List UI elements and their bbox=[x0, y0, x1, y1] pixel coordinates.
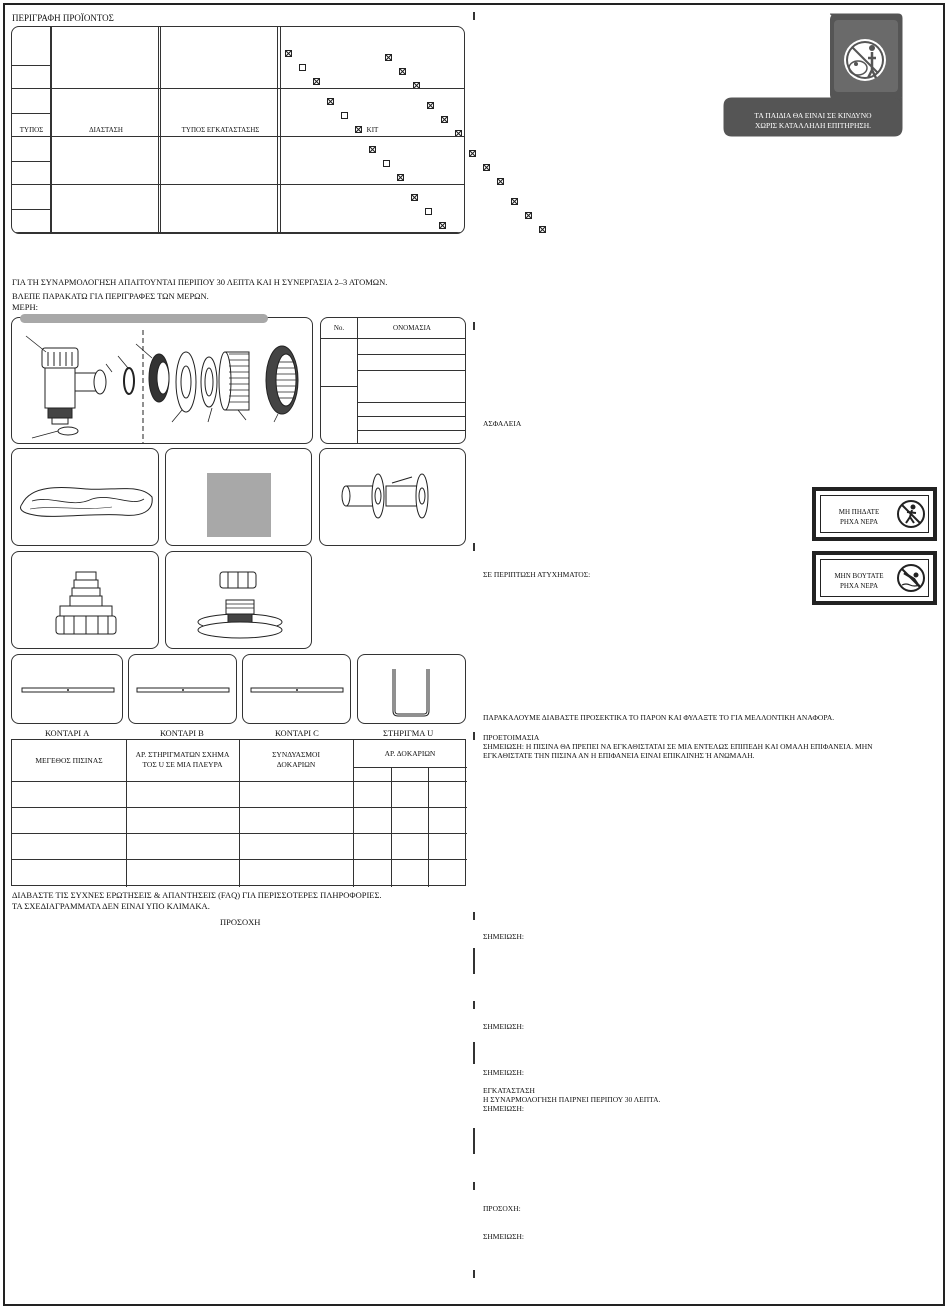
u-support-box bbox=[357, 654, 466, 724]
no-jump-icon bbox=[896, 499, 926, 529]
u-support-drawing bbox=[358, 655, 467, 725]
kit-checkbox[interactable] bbox=[483, 164, 490, 171]
u-support-label: ΣΤΗΡΙΓΜΑ U bbox=[383, 728, 434, 738]
parts-label: ΜΕΡΗ: bbox=[12, 302, 38, 312]
rod-c-label: ΚΟΝΤΑΡΙ C bbox=[275, 728, 319, 738]
note-label: ΣΗΜΕΙΩΣΗ: bbox=[483, 1232, 524, 1241]
warning-line-1: ΤΑ ΠΑΙΔΙΑ ΘΑ ΕΙΝΑΙ ΣΕ ΚΙΝΔΥΝΟ bbox=[754, 111, 872, 120]
sign2-line2: ΡΗΧΑ ΝΕΡΑ bbox=[839, 582, 879, 590]
scale-note: ΤΑ ΣΧΕΔΙΑΓΡΑΜΜΑΤΑ ΔΕΝ ΕΙΝΑΙ ΥΠΟ ΚΛΙΜΑΚΑ. bbox=[12, 901, 210, 911]
kit-checkbox[interactable] bbox=[285, 50, 292, 57]
kit-checkbox[interactable] bbox=[369, 146, 376, 153]
drain-plug-drawing bbox=[166, 552, 313, 650]
rod-a-label: ΚΟΝΤΑΡΙ A bbox=[45, 728, 90, 738]
size-col-combos-line2: ΔΟΚΑΡΙΩΝ bbox=[276, 760, 316, 769]
install-time-note: Η ΣΥΝΑΡΜΟΛΟΓΗΣΗ ΠΑΙΡΝΕΙ ΠΕΡΙΠΟΥ 30 ΛΕΠΤΑ. bbox=[483, 1095, 661, 1104]
kit-checkbox[interactable] bbox=[411, 194, 418, 201]
faq-note: ΔΙΑΒΑΣΤΕ ΤΙΣ ΣΥΧΝΕΣ ΕΡΩΤΗΣΕΙΣ & ΑΠΑΝΤΗΣΕΙΣ (FAQ) ΓΙΑ ΠΕΡΙΣΣΟΤΕΡΕΣ ΠΛΗΡΟΦΟΡΙΕΣ. bbox=[12, 890, 382, 900]
parts-no-cell bbox=[321, 338, 358, 387]
kit-checkbox[interactable] bbox=[511, 198, 518, 205]
size-col-combos-line1: ΣΥΝΔΥΑΣΜΟΙ bbox=[272, 750, 320, 759]
note-label: ΣΗΜΕΙΩΣΗ: bbox=[483, 1022, 524, 1031]
preparation-heading: ΠΡΟΕΤΟΙΜΑΣΙΑ bbox=[483, 733, 540, 742]
kit-checkbox[interactable] bbox=[355, 126, 362, 133]
size-col-beams: ΑΡ. ΔΟΚΑΡΙΩΝ bbox=[384, 749, 436, 758]
part-adapter-box bbox=[11, 551, 159, 649]
parts-no-cell bbox=[321, 386, 358, 444]
page-title: ΠΕΡΙΓΡΑΦΗ ΠΡΟΪΟΝΤΟΣ bbox=[12, 13, 114, 23]
kit-checkbox[interactable] bbox=[425, 208, 432, 215]
assembly-note: ΓΙΑ ΤΗ ΣΥΝΑΡΜΟΛΟΓΗΣΗ ΑΠΑΙΤΟΥΝΤΑΙ ΠΕΡΙΠΟΥ 30 ΛΕΠΤΑ ΚΑΙ Η ΣΥΝΕΡΓΑΣΙΑ 2–3 ΑΤΟΜΩΝ. bbox=[12, 277, 388, 287]
col-header-install-type: ΤΥΠΟΣ ΕΓΚΑΤΑΣΤΑΣΗΣ bbox=[161, 27, 281, 233]
rod-b-drawing bbox=[129, 655, 238, 725]
safety-heading: ΑΣΦΑΛΕΙΑ bbox=[483, 419, 522, 428]
size-col-u-supports-line2: ΤΟΣ U ΣΕ ΜΙΑ ΠΛΕΥΡΑ bbox=[142, 760, 223, 769]
product-table bbox=[11, 26, 465, 234]
rod-a-box bbox=[11, 654, 123, 724]
sign1-line2: ΡΗΧΑ ΝΕΡΑ bbox=[839, 518, 879, 526]
caution-label: ΠΡΟΣΟΧΗ: bbox=[483, 1204, 521, 1213]
kit-checkbox[interactable] bbox=[327, 98, 334, 105]
sign2-line1: ΜΗΝ ΒΟΥΤΑΤΕ bbox=[834, 572, 884, 580]
note-label: ΣΗΜΕΙΩΣΗ: bbox=[483, 932, 524, 941]
accident-heading: ΣΕ ΠΕΡΙΠΤΩΣΗ ΑΤΥΧΗΜΑΤΟΣ: bbox=[483, 570, 591, 579]
size-col-pool: ΜΕΓΕΘΟΣ ΠΙΣΙΝΑΣ bbox=[35, 756, 103, 765]
rod-a-drawing bbox=[12, 655, 124, 725]
no-diving-sign bbox=[812, 551, 937, 605]
kit-checkbox[interactable] bbox=[469, 150, 476, 157]
col-header-type: ΤΥΠΟΣ bbox=[12, 27, 52, 233]
part-placeholder-box bbox=[165, 448, 312, 546]
note-label: ΣΗΜΕΙΩΣΗ: bbox=[483, 1068, 524, 1077]
read-carefully-note: ΠΑΡΑΚΑΛΟΥΜΕ ΔΙΑΒΑΣΤΕ ΠΡΟΣΕΚΤΙΚΑ ΤΟ ΠΑΡΟΝ ΚΑΙ ΦΥΛΑΞΤΕ ΤΟ ΓΙΑ ΜΕΛΛΟΝΤΙΚΗ ΑΝΑΦΟΡΑ. bbox=[483, 713, 835, 722]
kit-checkbox[interactable] bbox=[399, 68, 406, 75]
kit-checkbox[interactable] bbox=[397, 174, 404, 181]
kit-checkbox[interactable] bbox=[313, 78, 320, 85]
preparation-note-line1: ΣΗΜΕΙΩΣΗ: Η ΠΙΣΙΝΑ ΘΑ ΠΡΕΠΕΙ ΝΑ ΕΓΚΑΘΙΣΤΑΤΑΙ ΣΕ ΜΙΑ ΕΝΤΕΛΩΣ ΕΠΙΠΕΔΗ ΚΑΙ ΟΜΑΛΗ ΕΠΙΦΑΝΕΙΑ. ΜΗΝ bbox=[483, 742, 873, 751]
parts-diagram-box bbox=[11, 317, 313, 444]
part-image-placeholder bbox=[207, 473, 271, 537]
rod-b-box bbox=[128, 654, 237, 724]
rod-c-drawing bbox=[243, 655, 352, 725]
parts-list-table bbox=[320, 317, 466, 444]
strainer-connector-drawing bbox=[320, 449, 467, 547]
note-label: ΣΗΜΕΙΩΣΗ: bbox=[483, 1104, 524, 1113]
skimmer-exploded-drawing bbox=[12, 318, 314, 445]
col-header-dimension: ΔΙΑΣΤΑΣΗ bbox=[52, 27, 161, 233]
sign1-line1: ΜΗ ΠΗΔΑΤΕ bbox=[838, 508, 880, 516]
pool-size-table bbox=[11, 739, 466, 886]
parts-col-name: ΟΝΟΜΑΣΙΑ bbox=[357, 318, 466, 339]
no-jumping-sign bbox=[812, 487, 937, 541]
kit-checkbox[interactable] bbox=[383, 160, 390, 167]
kit-checkbox[interactable] bbox=[385, 54, 392, 61]
col-header-kit: KIT bbox=[281, 27, 465, 233]
kit-checkbox[interactable] bbox=[439, 222, 446, 229]
part-drain-box bbox=[165, 551, 312, 649]
kit-checkbox[interactable] bbox=[539, 226, 546, 233]
rod-b-label: ΚΟΝΤΑΡΙ B bbox=[160, 728, 204, 738]
no-diving-icon bbox=[896, 563, 926, 593]
warning-line-2: ΧΩΡΙΣ ΚΑΤΑΛΛΗΛΗ ΕΠΙΤΗΡΗΣΗ. bbox=[754, 121, 872, 130]
kit-checkbox[interactable] bbox=[441, 116, 448, 123]
caution-heading: ΠΡΟΣΟΧΗ bbox=[220, 917, 261, 927]
size-col-u-supports-line1: ΑΡ. ΣΤΗΡΙΓΜΑΤΩΝ ΣΧΗΜΑ bbox=[135, 750, 230, 759]
preparation-note-line2: ΕΓΚΑΘΙΣΤΑΤΕ ΤΗΝ ΠΙΣΙΝΑ ΑΝ Η ΕΠΙΦΑΝΕΙΑ ΕΙΝΑΙ ΕΠΙΚΛΙΝΗΣ Ή ΑΝΩΜΑΛΗ. bbox=[483, 751, 755, 760]
part-liner-box bbox=[11, 448, 159, 546]
part-connector-box bbox=[319, 448, 466, 546]
see-below-note: ΒΛΕΠΕ ΠΑΡΑΚΑΤΩ ΓΙΑ ΠΕΡΙΓΡΑΦΕΣ ΤΩΝ ΜΕΡΩΝ. bbox=[12, 291, 209, 301]
rod-c-box bbox=[242, 654, 351, 724]
kit-checkbox[interactable] bbox=[299, 64, 306, 71]
parts-col-no: No. bbox=[321, 318, 358, 339]
kit-checkbox[interactable] bbox=[341, 112, 348, 119]
kit-checkbox[interactable] bbox=[497, 178, 504, 185]
installation-heading: ΕΓΚΑΤΑΣΤΑΣΗ bbox=[483, 1086, 535, 1095]
kit-checkbox[interactable] bbox=[427, 102, 434, 109]
kit-checkbox[interactable] bbox=[525, 212, 532, 219]
pool-liner-drawing bbox=[12, 449, 160, 547]
hose-adapter-drawing bbox=[12, 552, 160, 650]
